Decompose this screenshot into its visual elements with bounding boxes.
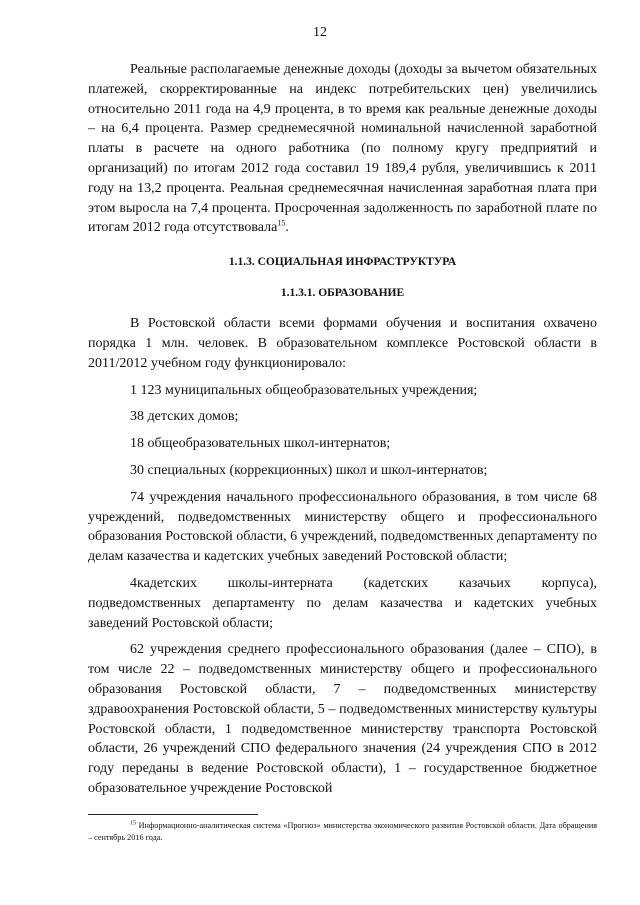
page-number: 12 bbox=[313, 25, 327, 40]
subsection-heading: 1.1.3.1. ОБРАЗОВАНИЕ bbox=[280, 287, 405, 300]
list-item-secondary-vocational: 62 учреждения среднего профессионального образования (далее – СПО), в том числе 22 – подведомственных министерству общего и профессионального образования Ростовской области, 7 – подведомственных министерству здравоохранения Ростовской области, 5 – подведомственных министерству культуры Ростовской области, 1 подведомственное министерству транспорта Ростовской области, 26 учреждений СПО федерального значения (24 учреждения СПО в 2012 году переданы в ведение Ростовской области), 1 – государственное бюджетное образовательное учреждение Ростовской bbox=[88, 642, 597, 796]
footnote bbox=[88, 820, 597, 843]
page-content bbox=[88, 60, 597, 799]
intro-paragraph bbox=[88, 60, 597, 238]
list-item-special-schools: 30 специальных (коррекционных) школ и школ-интернатов; bbox=[130, 462, 488, 478]
section-heading: 1.1.3. СОЦИАЛЬНАЯ ИНФРАСТРУКТУРА bbox=[228, 256, 457, 269]
list-item-municipal-schools: 1 123 муниципальных общеобразовательных учреждения; bbox=[130, 382, 478, 398]
list-item-orphanages: 38 детских домов; bbox=[130, 409, 239, 425]
footnote-divider bbox=[88, 814, 258, 815]
footnote-reference: 15 bbox=[277, 218, 286, 228]
list-item-boarding-schools: 18 общеобразовательных школ-интернатов; bbox=[130, 436, 391, 452]
footnote-text: Информационно-аналитическая система «Прогноз» министерства экономического развития Ростовской области. Дата обращения – сентябрь 2016 года. bbox=[88, 821, 597, 842]
footnote-number: 15 bbox=[130, 820, 136, 827]
intro-text: Реальные располагаемые денежные доходы (доходы за вычетом обязательных платежей, скорректированные на индекс потребительских цен) увеличились относительно 2011 года на 4,9 процента, в то время как реальные денежные доходы – на 6,4 процента. Размер среднемесячной номинальной начисленной заработной платы в расчете на одного работника (по полному кругу предприятий и организаций) по итогам 2012 года составил 19 189,4 рубля, увеличившись к 2011 году на 13,2 процента. Реальная среднемесячная начисленная заработная плата при этом выросла на 7,4 процента. Просроченная задолженность по заработной плате по итогам 2012 года отсутствовала bbox=[88, 62, 597, 236]
intro-end: . bbox=[285, 220, 289, 236]
education-intro-paragraph: В Ростовской области всеми формами обучения и воспитания охвачено порядка 1 млн. человек. В образовательном комплексе Ростовской области в 2011/2012 учебном году функционировало: bbox=[88, 316, 597, 371]
list-item-primary-vocational: 74 учреждения начального профессионального образования, в том числе 68 учреждений, подведомственных министерству общего и профессионального образования Ростовской области, 6 учреждений, подведомственных департаменту по делам казачества и кадетских учебных заведений Ростовской области; bbox=[88, 489, 597, 565]
list-item-cadet-schools: 4кадетских школы-интерната (кадетских казачьих корпуса), подведомственных департаменту по делам казачества и кадетских учебных заведений Ростовской области; bbox=[88, 575, 597, 631]
